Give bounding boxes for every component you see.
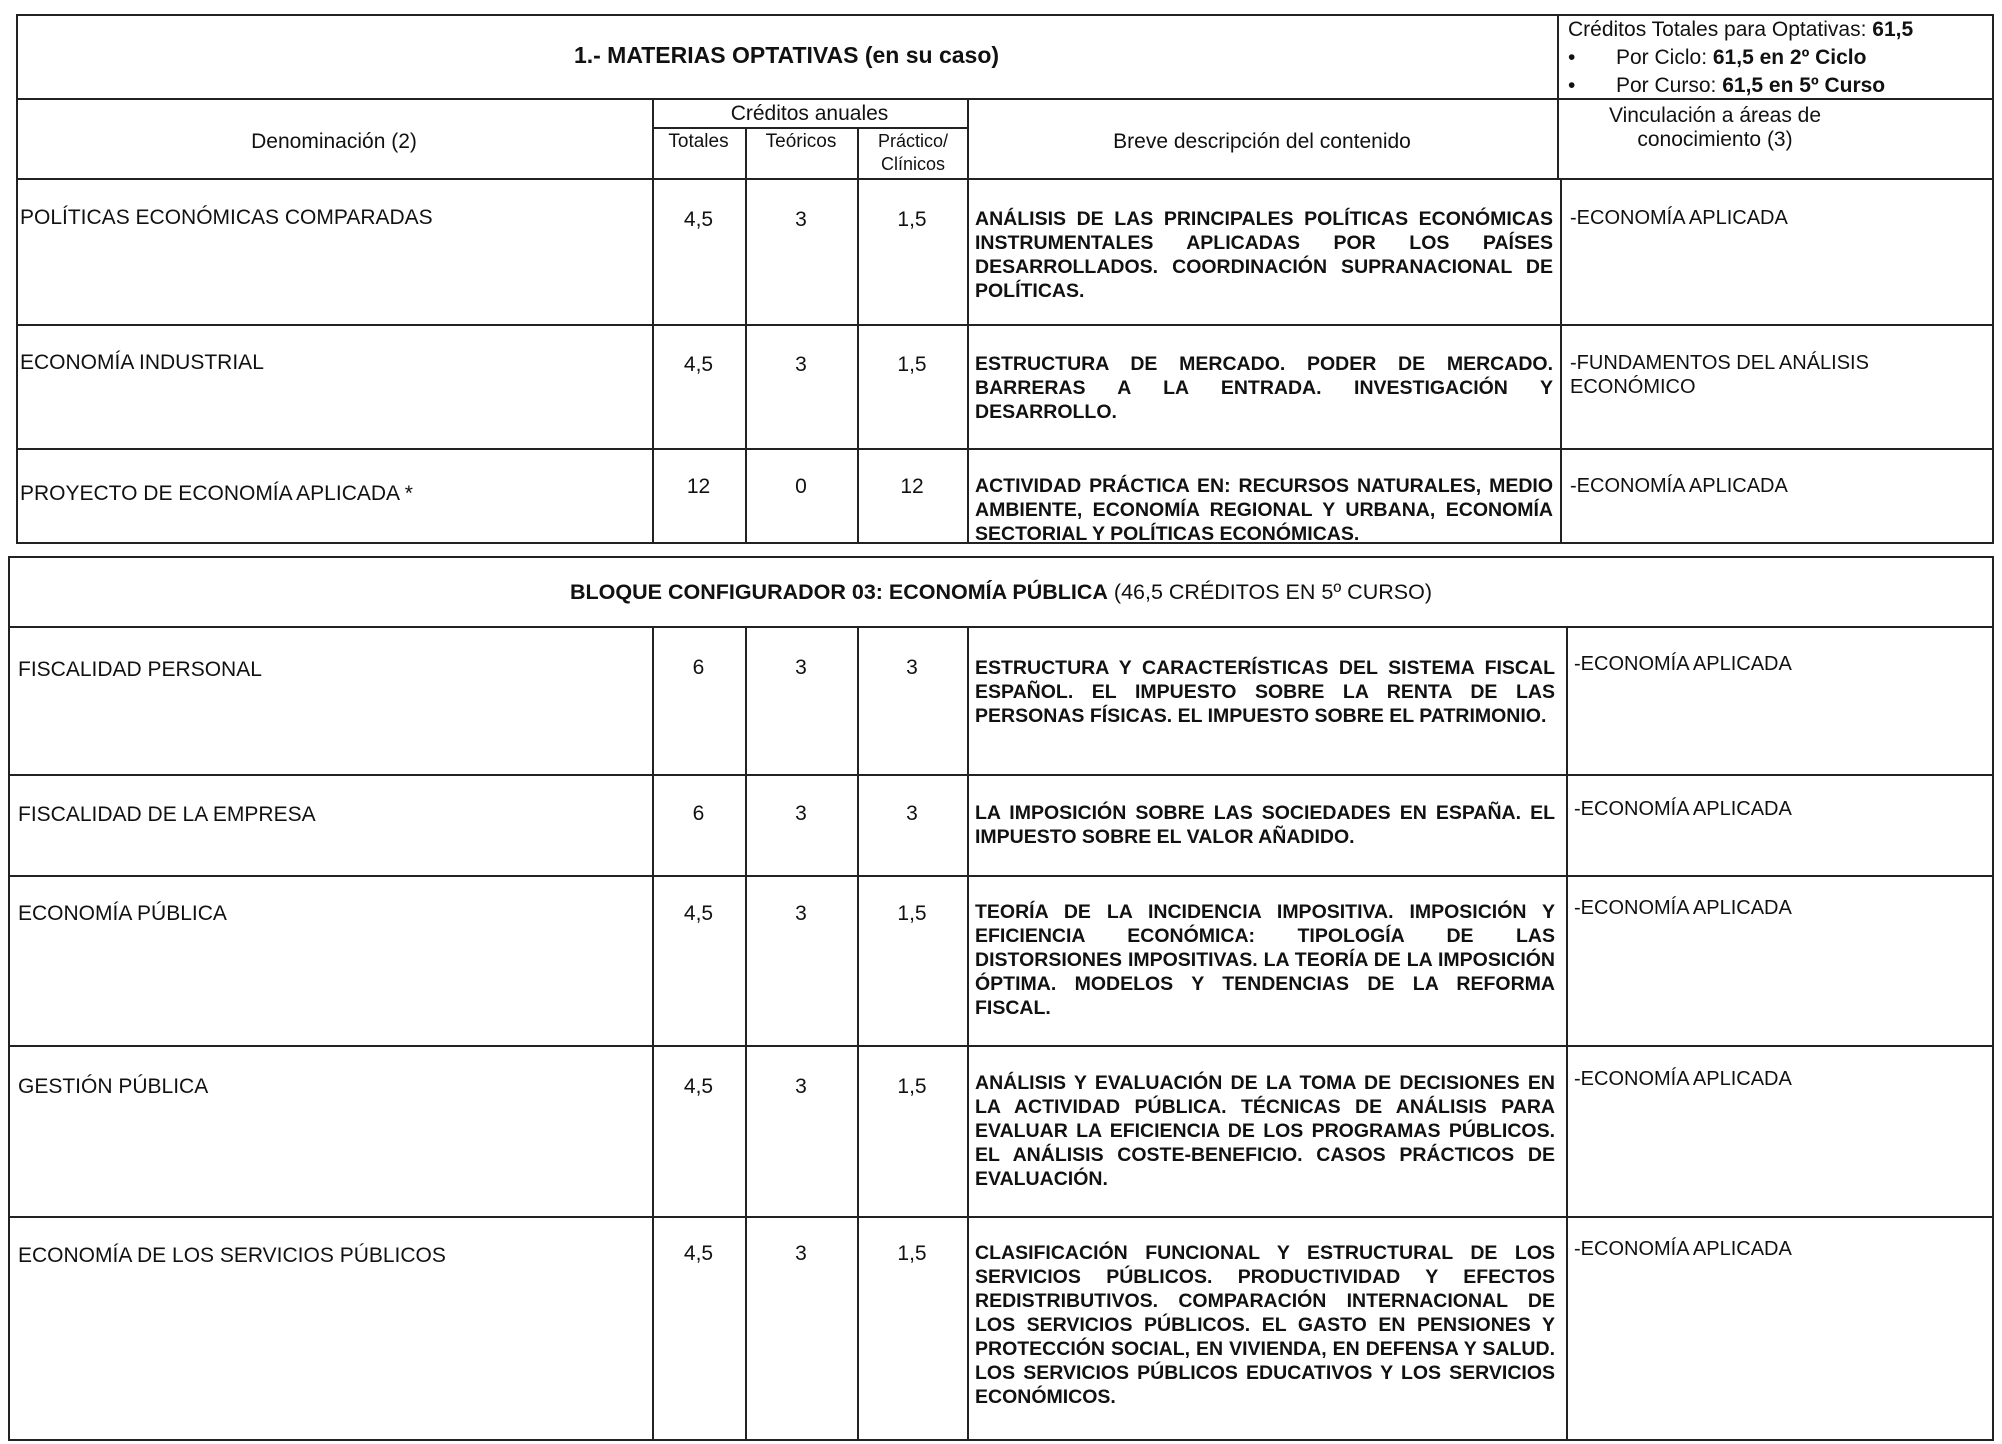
header-divider bbox=[16, 98, 1994, 100]
col-divider bbox=[857, 627, 859, 1441]
table-row-practicos: 1,5 bbox=[897, 208, 927, 231]
table-row-name: POLÍTICAS ECONÓMICAS COMPARADAS bbox=[20, 206, 433, 229]
table-row-vinculacion: -ECONOMÍA APLICADA bbox=[1574, 897, 1792, 919]
row-divider bbox=[16, 448, 1994, 450]
table-row-name: ECONOMÍA DE LOS SERVICIOS PÚBLICOS bbox=[18, 1244, 446, 1267]
table-row-name: FISCALIDAD DE LA EMPRESA bbox=[18, 803, 316, 826]
bullet-icon: • bbox=[1568, 46, 1576, 69]
table-row-teoricos: 3 bbox=[795, 208, 807, 231]
table-row-descripcion: ESTRUCTURA DE MERCADO. PODER DE MERCADO. BARRERAS A LA ENTRADA. INVESTIGACIÓN Y DESARROLLO. bbox=[975, 353, 1553, 423]
table-row-vinculacion: -ECONOMÍA APLICADA bbox=[1574, 798, 1792, 820]
col-divider bbox=[967, 627, 969, 1441]
bullet-icon: • bbox=[1568, 74, 1576, 97]
table-row-vinculacion: -ECONOMÍA APLICADA bbox=[1574, 1238, 1792, 1260]
table-row-practicos: 1,5 bbox=[897, 902, 927, 925]
col-header-teoricos: Teóricos bbox=[765, 131, 837, 152]
table-row-practicos: 3 bbox=[906, 802, 918, 825]
table-row-teoricos: 3 bbox=[795, 656, 807, 679]
table-row-teoricos: 3 bbox=[795, 802, 807, 825]
row-divider bbox=[16, 324, 1994, 326]
table-row-name: PROYECTO DE ECONOMÍA APLICADA * bbox=[20, 482, 413, 505]
table-row-practicos: 12 bbox=[900, 475, 924, 498]
credit-summary-value: 61,5 bbox=[1872, 18, 1914, 41]
table-row-totales: 4,5 bbox=[683, 1075, 714, 1098]
credits-subheader-line bbox=[652, 127, 967, 129]
table-row-teoricos: 3 bbox=[795, 353, 807, 376]
table-row-vinculacion: -ECONOMÍA APLICADA bbox=[1574, 1068, 1792, 1090]
header-right-divider bbox=[1557, 14, 1559, 180]
col-divider bbox=[1566, 627, 1568, 1441]
row-divider bbox=[8, 1045, 1994, 1047]
col-header-totales: Totales bbox=[668, 131, 729, 152]
bloque-title bbox=[8, 580, 1994, 604]
table-row-descripcion: ANÁLISIS DE LAS PRINCIPALES POLÍTICAS ECONÓMICAS INSTRUMENTALES APLICADAS POR LOS PAÍSES DESARROLLADOS. COORDINACIÓN SUPRANACIONAL DE POLÍTICAS. bbox=[975, 208, 1553, 302]
table-row-practicos: 3 bbox=[906, 656, 918, 679]
col-header-vinculacion: Vinculación a áreas de conocimiento (3) bbox=[1608, 104, 1822, 151]
col-header-creditos: Créditos anuales bbox=[730, 102, 889, 125]
table-row-totales: 4,5 bbox=[683, 902, 714, 925]
table-row-descripcion: ANÁLISIS Y EVALUACIÓN DE LA TOMA DE DECISIONES EN LA ACTIVIDAD PÚBLICA. TÉCNICAS DE ANÁLISIS PARA EVALUAR LA EFICIENCIA DE LOS PROGRAMAS PÚBLICOS. EL ANÁLISIS COSTE-BENEFICIO. CASOS PRÁCTICOS DE EVALUACIÓN. bbox=[975, 1072, 1555, 1190]
table-row-vinculacion: -FUNDAMENTOS DEL ANÁLISIS ECONÓMICO bbox=[1570, 352, 1869, 398]
credit-summary bbox=[1568, 18, 1913, 42]
bloque-credits: (46,5 CRÉDITOS EN 5º CURSO) bbox=[1113, 580, 1432, 604]
table-row-descripcion: LA IMPOSICIÓN SOBRE LAS SOCIEDADES EN ESPAÑA. EL IMPUESTO SOBRE EL VALOR AÑADIDO. bbox=[975, 802, 1555, 848]
table-row-descripcion: ESTRUCTURA Y CARACTERÍSTICAS DEL SISTEMA FISCAL ESPAÑOL. EL IMPUESTO SOBRE LA RENTA DE LAS PERSONAS FÍSICAS. EL IMPUESTO SOBRE EL PATRIMONIO. bbox=[975, 657, 1555, 727]
table-row-name: FISCALIDAD PERSONAL bbox=[18, 658, 262, 681]
table-row-name: ECONOMÍA PÚBLICA bbox=[18, 902, 227, 925]
table-row-descripcion: ACTIVIDAD PRÁCTICA EN: RECURSOS NATURALES, MEDIO AMBIENTE, ECONOMÍA REGIONAL Y URBANA, ECONOMÍA SECTORIAL Y POLÍTICAS ECONÓMICAS. bbox=[975, 475, 1553, 545]
table-row-teoricos: 3 bbox=[795, 1075, 807, 1098]
table-row-totales: 4,5 bbox=[683, 208, 714, 231]
col-divider bbox=[745, 627, 747, 1441]
row-divider bbox=[8, 774, 1994, 776]
table-row-name: ECONOMÍA INDUSTRIAL bbox=[20, 351, 264, 374]
table-row-practicos: 1,5 bbox=[897, 353, 927, 376]
row-divider bbox=[8, 1216, 1994, 1218]
table-row-practicos: 1,5 bbox=[897, 1242, 927, 1265]
table-row-name: GESTIÓN PÚBLICA bbox=[18, 1075, 209, 1098]
credit-summary-label: Créditos Totales para Optativas: bbox=[1568, 18, 1867, 41]
table-row-teoricos: 3 bbox=[795, 1242, 807, 1265]
col-header-practicos: Práctico/ Clínicos bbox=[877, 131, 949, 174]
table-row-teoricos: 3 bbox=[795, 902, 807, 925]
col-divider bbox=[1560, 180, 1562, 544]
section-title: 1.- MATERIAS OPTATIVAS (en su caso) bbox=[573, 42, 1000, 68]
table-row-totales: 4,5 bbox=[683, 1242, 714, 1265]
col-header-descripcion: Breve descripción del contenido bbox=[1113, 130, 1411, 153]
credit-bullet-ciclo: • Por Ciclo: 61,5 en 2º Ciclo bbox=[1568, 46, 1867, 69]
table-row-descripcion: CLASIFICACIÓN FUNCIONAL Y ESTRUCTURAL DE LOS SERVICIOS PÚBLICOS. PRODUCTIVIDAD Y EFECTOS REDISTRIBUTIVOS. COMPARACIÓN INTERNACIONAL DE LOS SERVICIOS PÚBLICOS. EL GASTO EN PENSIONES Y PROTECCIÓN SOCIAL, EN VIVIENDA, EN DEFENSA Y SALUD. LOS SERVICIOS PÚBLICOS EDUCATIVOS Y LOS SERVICIOS ECONÓMICOS. bbox=[975, 1242, 1555, 1408]
row-divider bbox=[8, 875, 1994, 877]
col-divider bbox=[967, 180, 969, 544]
table-row-vinculacion: -ECONOMÍA APLICADA bbox=[1570, 207, 1788, 229]
table-row-descripcion: TEORÍA DE LA INCIDENCIA IMPOSITIVA. IMPOSICIÓN Y EFICIENCIA ECONÓMICA: TIPOLOGÍA DE LAS DISTORSIONES IMPOSITIVAS. LA TEORÍA DE LA IMPOSICIÓN ÓPTIMA. MODELOS Y TENDENCIAS DE LA REFORMA FISCAL. bbox=[975, 901, 1555, 1019]
table-row-totales: 6 bbox=[692, 802, 705, 825]
col-header-denominacion: Denominación (2) bbox=[251, 130, 417, 153]
table-row-totales: 6 bbox=[692, 656, 705, 679]
table-row-teoricos: 0 bbox=[795, 475, 807, 498]
credit-bullet-curso: • Por Curso: 61,5 en 5º Curso bbox=[1568, 74, 1886, 97]
bloque-title-text: BLOQUE CONFIGURADOR 03: ECONOMÍA PÚBLICA bbox=[570, 580, 1108, 604]
table-row-vinculacion: -ECONOMÍA APLICADA bbox=[1574, 653, 1792, 675]
table-row-totales: 4,5 bbox=[683, 353, 714, 376]
table-row-totales: 12 bbox=[686, 475, 711, 498]
col-divider bbox=[652, 627, 654, 1441]
table-row-practicos: 1,5 bbox=[897, 1075, 927, 1098]
table-row-vinculacion: -ECONOMÍA APLICADA bbox=[1570, 475, 1788, 497]
